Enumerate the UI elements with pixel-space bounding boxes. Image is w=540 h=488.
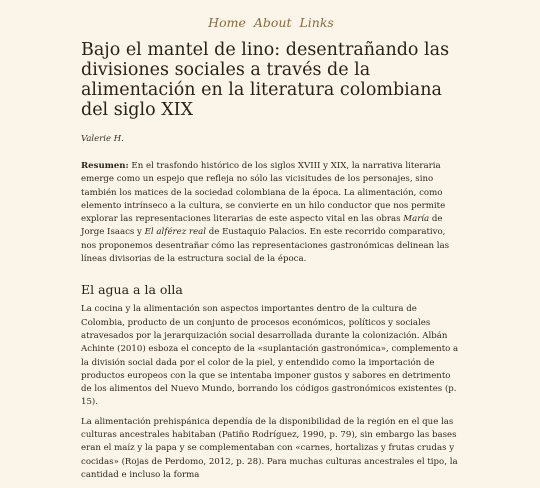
abstract-text-part1: En el trasfondo histórico de los siglos XVIII y XIX, la narrativa literaria emerge como un espejo que refleja no sólo las vicisitudes de los personajes, sino también los matices de la sociedad colombiana de la época. La alimentación, como elemento intrínseco a la cultura, se convierte en un hilo conductor que nos permite explorar las representaciones literarias de este aspecto vital en las obras xyxy=(81,161,446,225)
abstract-work-maria: María xyxy=(403,214,430,225)
abstract-text-part2: de Jorge Isaacs y xyxy=(81,214,443,238)
article-abstract xyxy=(81,160,461,266)
article-title: Bajo el mantel de lino: desentrañando las divisiones sociales a través de la alimentación en la literatura colombiana del siglo XIX xyxy=(81,40,450,120)
nav-link-home[interactable]: Home xyxy=(208,15,246,30)
abstract-label: Resumen: xyxy=(81,161,129,171)
body-paragraph-1: La cocina y la alimentación son aspectos importantes dentro de la cultura de Colombia, producto de un conjunto de procesos económicos, políticos y sociales atravesados por la jerarquización social desarrollada durante la colonización. Albán Achinte (2010) esboza el concepto de la «suplantación gastronómica», complemento a la división social dada por el color de la piel, y entendido como la importación de productos europeos con la que se intentaba imponer gustos y sabores en detrimento de los alimentos del Nuevo Mundo, borrando los códigos gastronómicos existentes (p. 15). xyxy=(81,304,459,408)
abstract-work-alferez-real: El alférez real xyxy=(144,227,207,238)
nav-link-about[interactable]: About xyxy=(253,15,292,30)
nav-link-links[interactable]: Links xyxy=(299,15,334,30)
article-author: Valerie H. xyxy=(81,134,124,144)
article-page xyxy=(81,0,461,488)
abstract-text-part3: de Eustaquio Palacios. En este recorrido comparativo, nos proponemos desentrañar cómo las representaciones gastronómicas delinean las líneas divisorias de la estructura social de la época. xyxy=(81,227,450,265)
body-paragraph-2: La alimentación prehispánica dependía de la disponibilidad de la región en el que las culturas ancestrales habitaban (Patiño Rodríguez, 1990, p. 79), sin embargo las bases eran el maíz y la papa y se complementaban con «carnes, hortalizas y frutas crudas y cocidas» (Rojas de Perdomo, 2012, p. 28). Para muchas culturas ancestrales el tipo, la cantidad e incluso la forma xyxy=(81,416,458,480)
section-heading: El agua a la olla xyxy=(81,282,183,298)
top-navigation xyxy=(81,15,461,30)
